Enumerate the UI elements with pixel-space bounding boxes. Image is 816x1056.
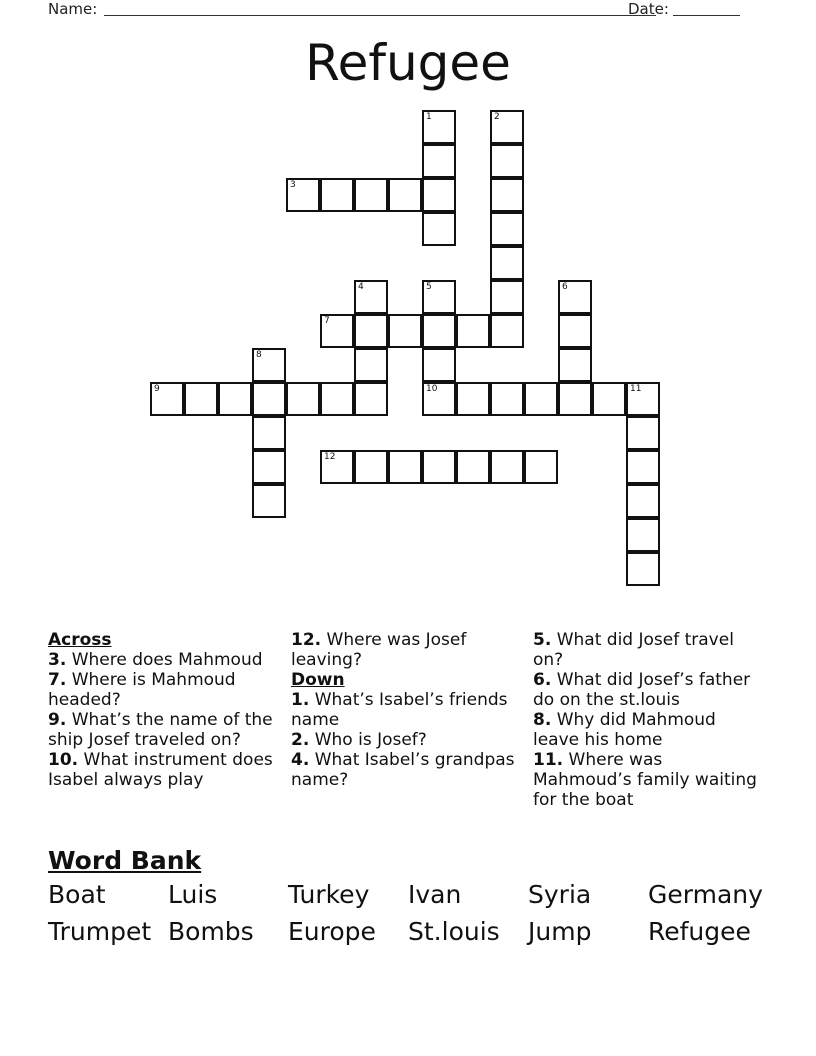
clue-number: 4. <box>291 750 310 770</box>
clue-number: 11. <box>533 750 564 770</box>
cell-number: 9 <box>154 384 160 394</box>
word-bank-item: Syria <box>528 880 592 909</box>
cell-number: 3 <box>290 180 296 190</box>
date-label: Date: <box>628 0 669 18</box>
grid-cell[interactable] <box>320 450 354 484</box>
clue-down-1 <box>291 690 521 730</box>
clue-number: 9. <box>48 710 67 730</box>
word-bank-item: Bombs <box>168 917 254 946</box>
grid-cell[interactable] <box>490 280 524 314</box>
grid-cell[interactable] <box>354 382 388 416</box>
grid-cell[interactable] <box>490 314 524 348</box>
grid-cell[interactable] <box>422 280 456 314</box>
clue-across-12 <box>291 630 521 670</box>
grid-cell[interactable] <box>490 382 524 416</box>
grid-cell[interactable] <box>422 450 456 484</box>
grid-cell[interactable] <box>422 382 456 416</box>
clue-number: 2. <box>291 730 310 750</box>
grid-cell[interactable] <box>354 178 388 212</box>
grid-cell[interactable] <box>524 382 558 416</box>
clue-number: 6. <box>533 670 552 690</box>
grid-cell[interactable] <box>626 518 660 552</box>
grid-cell[interactable] <box>626 450 660 484</box>
word-bank <box>48 880 768 946</box>
cell-number: 1 <box>426 112 432 122</box>
grid-cell[interactable] <box>626 552 660 586</box>
grid-cell[interactable] <box>286 178 320 212</box>
grid-cell[interactable] <box>456 314 490 348</box>
grid-cell[interactable] <box>354 450 388 484</box>
clue-across-7 <box>48 670 278 710</box>
clue-text: Where is Mahmoud headed? <box>48 670 236 710</box>
word-bank-item: St.louis <box>408 917 500 946</box>
grid-cell[interactable] <box>150 382 184 416</box>
clue-number: 1. <box>291 690 310 710</box>
clue-down-6 <box>533 670 763 710</box>
grid-cell[interactable] <box>422 314 456 348</box>
grid-cell[interactable] <box>490 144 524 178</box>
grid-cell[interactable] <box>626 484 660 518</box>
grid-cell[interactable] <box>456 382 490 416</box>
grid-cell[interactable] <box>422 178 456 212</box>
cell-number: 12 <box>324 452 336 462</box>
word-bank-item: Turkey <box>288 880 370 909</box>
grid-cell[interactable] <box>592 382 626 416</box>
grid-cell[interactable] <box>252 382 286 416</box>
grid-cell[interactable] <box>558 348 592 382</box>
clue-text: Who is Josef? <box>314 730 427 750</box>
word-bank-item: Trumpet <box>48 917 152 946</box>
clue-across-10 <box>48 750 278 790</box>
cell-number: 11 <box>630 384 642 394</box>
grid-cell[interactable] <box>320 382 354 416</box>
clue-number: 7. <box>48 670 67 690</box>
clue-number: 3. <box>48 650 67 670</box>
grid-cell[interactable] <box>286 382 320 416</box>
grid-cell[interactable] <box>218 382 252 416</box>
page-title: Refugee <box>305 34 511 92</box>
grid-cell[interactable] <box>626 416 660 450</box>
grid-cell[interactable] <box>490 450 524 484</box>
grid-cell[interactable] <box>422 348 456 382</box>
clue-text: What did Josef travel on? <box>533 630 734 670</box>
grid-cell[interactable] <box>558 280 592 314</box>
grid-cell[interactable] <box>354 314 388 348</box>
cell-number: 8 <box>256 350 262 360</box>
clue-number: 5. <box>533 630 552 650</box>
word-bank-item: Jump <box>528 917 592 946</box>
clue-text: Where was Josef leaving? <box>291 630 467 670</box>
clue-text: What instrument does Isabel always play <box>48 750 273 790</box>
across-header: Across <box>48 630 112 650</box>
grid-cell[interactable] <box>320 178 354 212</box>
grid-cell[interactable] <box>456 450 490 484</box>
clue-text: Why did Mahmoud leave his home <box>533 710 716 750</box>
clue-text: Where was Mahmoud’s family waiting for the boat <box>533 750 757 810</box>
word-bank-title: Word Bank <box>48 846 202 875</box>
cell-number: 7 <box>324 316 330 326</box>
grid-cell[interactable] <box>558 382 592 416</box>
grid-cell[interactable] <box>354 348 388 382</box>
grid-cell[interactable] <box>388 450 422 484</box>
grid-cell[interactable] <box>490 178 524 212</box>
grid-cell[interactable] <box>252 348 286 382</box>
grid-cell[interactable] <box>626 382 660 416</box>
word-bank-item: Refugee <box>648 917 751 946</box>
clue-down-5 <box>533 630 763 670</box>
grid-cell[interactable] <box>354 280 388 314</box>
grid-cell[interactable] <box>422 212 456 246</box>
clue-text: What did Josef’s father do on the st.louis <box>533 670 751 710</box>
clue-text: What’s Isabel’s friends name <box>291 690 508 730</box>
word-bank-item: Europe <box>288 917 376 946</box>
clues-column-3 <box>533 630 763 810</box>
clue-number: 10. <box>48 750 79 770</box>
clue-down-8 <box>533 710 763 750</box>
clue-text: Where does Mahmoud <box>71 650 263 670</box>
name-label: Name: <box>48 0 98 18</box>
clue-across-9 <box>48 710 278 750</box>
grid-cell[interactable] <box>388 178 422 212</box>
clue-down-4 <box>291 750 521 790</box>
grid-cell[interactable] <box>422 144 456 178</box>
cell-number: 2 <box>494 112 500 122</box>
clue-across-3 <box>48 650 278 670</box>
grid-cell[interactable] <box>184 382 218 416</box>
grid-cell[interactable] <box>558 314 592 348</box>
clues-column-1 <box>48 630 278 790</box>
cell-number: 6 <box>562 282 568 292</box>
grid-cell[interactable] <box>252 450 286 484</box>
clue-number: 12. <box>291 630 322 650</box>
word-bank-item: Germany <box>648 880 763 909</box>
cell-number: 4 <box>358 282 364 292</box>
clue-down-11 <box>533 750 763 810</box>
clue-text: What Isabel’s grandpas name? <box>291 750 515 790</box>
grid-cell[interactable] <box>524 450 558 484</box>
grid-cell[interactable] <box>490 212 524 246</box>
grid-cell[interactable] <box>320 314 354 348</box>
grid-cell[interactable] <box>252 416 286 450</box>
clue-text: What’s the name of the ship Josef traveled on? <box>48 710 273 750</box>
clues-column-2 <box>291 630 521 790</box>
grid-cell[interactable] <box>422 110 456 144</box>
word-bank-item: Boat <box>48 880 106 909</box>
grid-cell[interactable] <box>252 484 286 518</box>
clue-number: 8. <box>533 710 552 730</box>
clue-down-2 <box>291 730 521 750</box>
grid-cell[interactable] <box>490 246 524 280</box>
grid-cell[interactable] <box>388 314 422 348</box>
cell-number: 10 <box>426 384 438 394</box>
grid-cell[interactable] <box>490 110 524 144</box>
down-header: Down <box>291 670 345 690</box>
word-bank-item: Luis <box>168 880 218 909</box>
cell-number: 5 <box>426 282 432 292</box>
word-bank-item: Ivan <box>408 880 462 909</box>
